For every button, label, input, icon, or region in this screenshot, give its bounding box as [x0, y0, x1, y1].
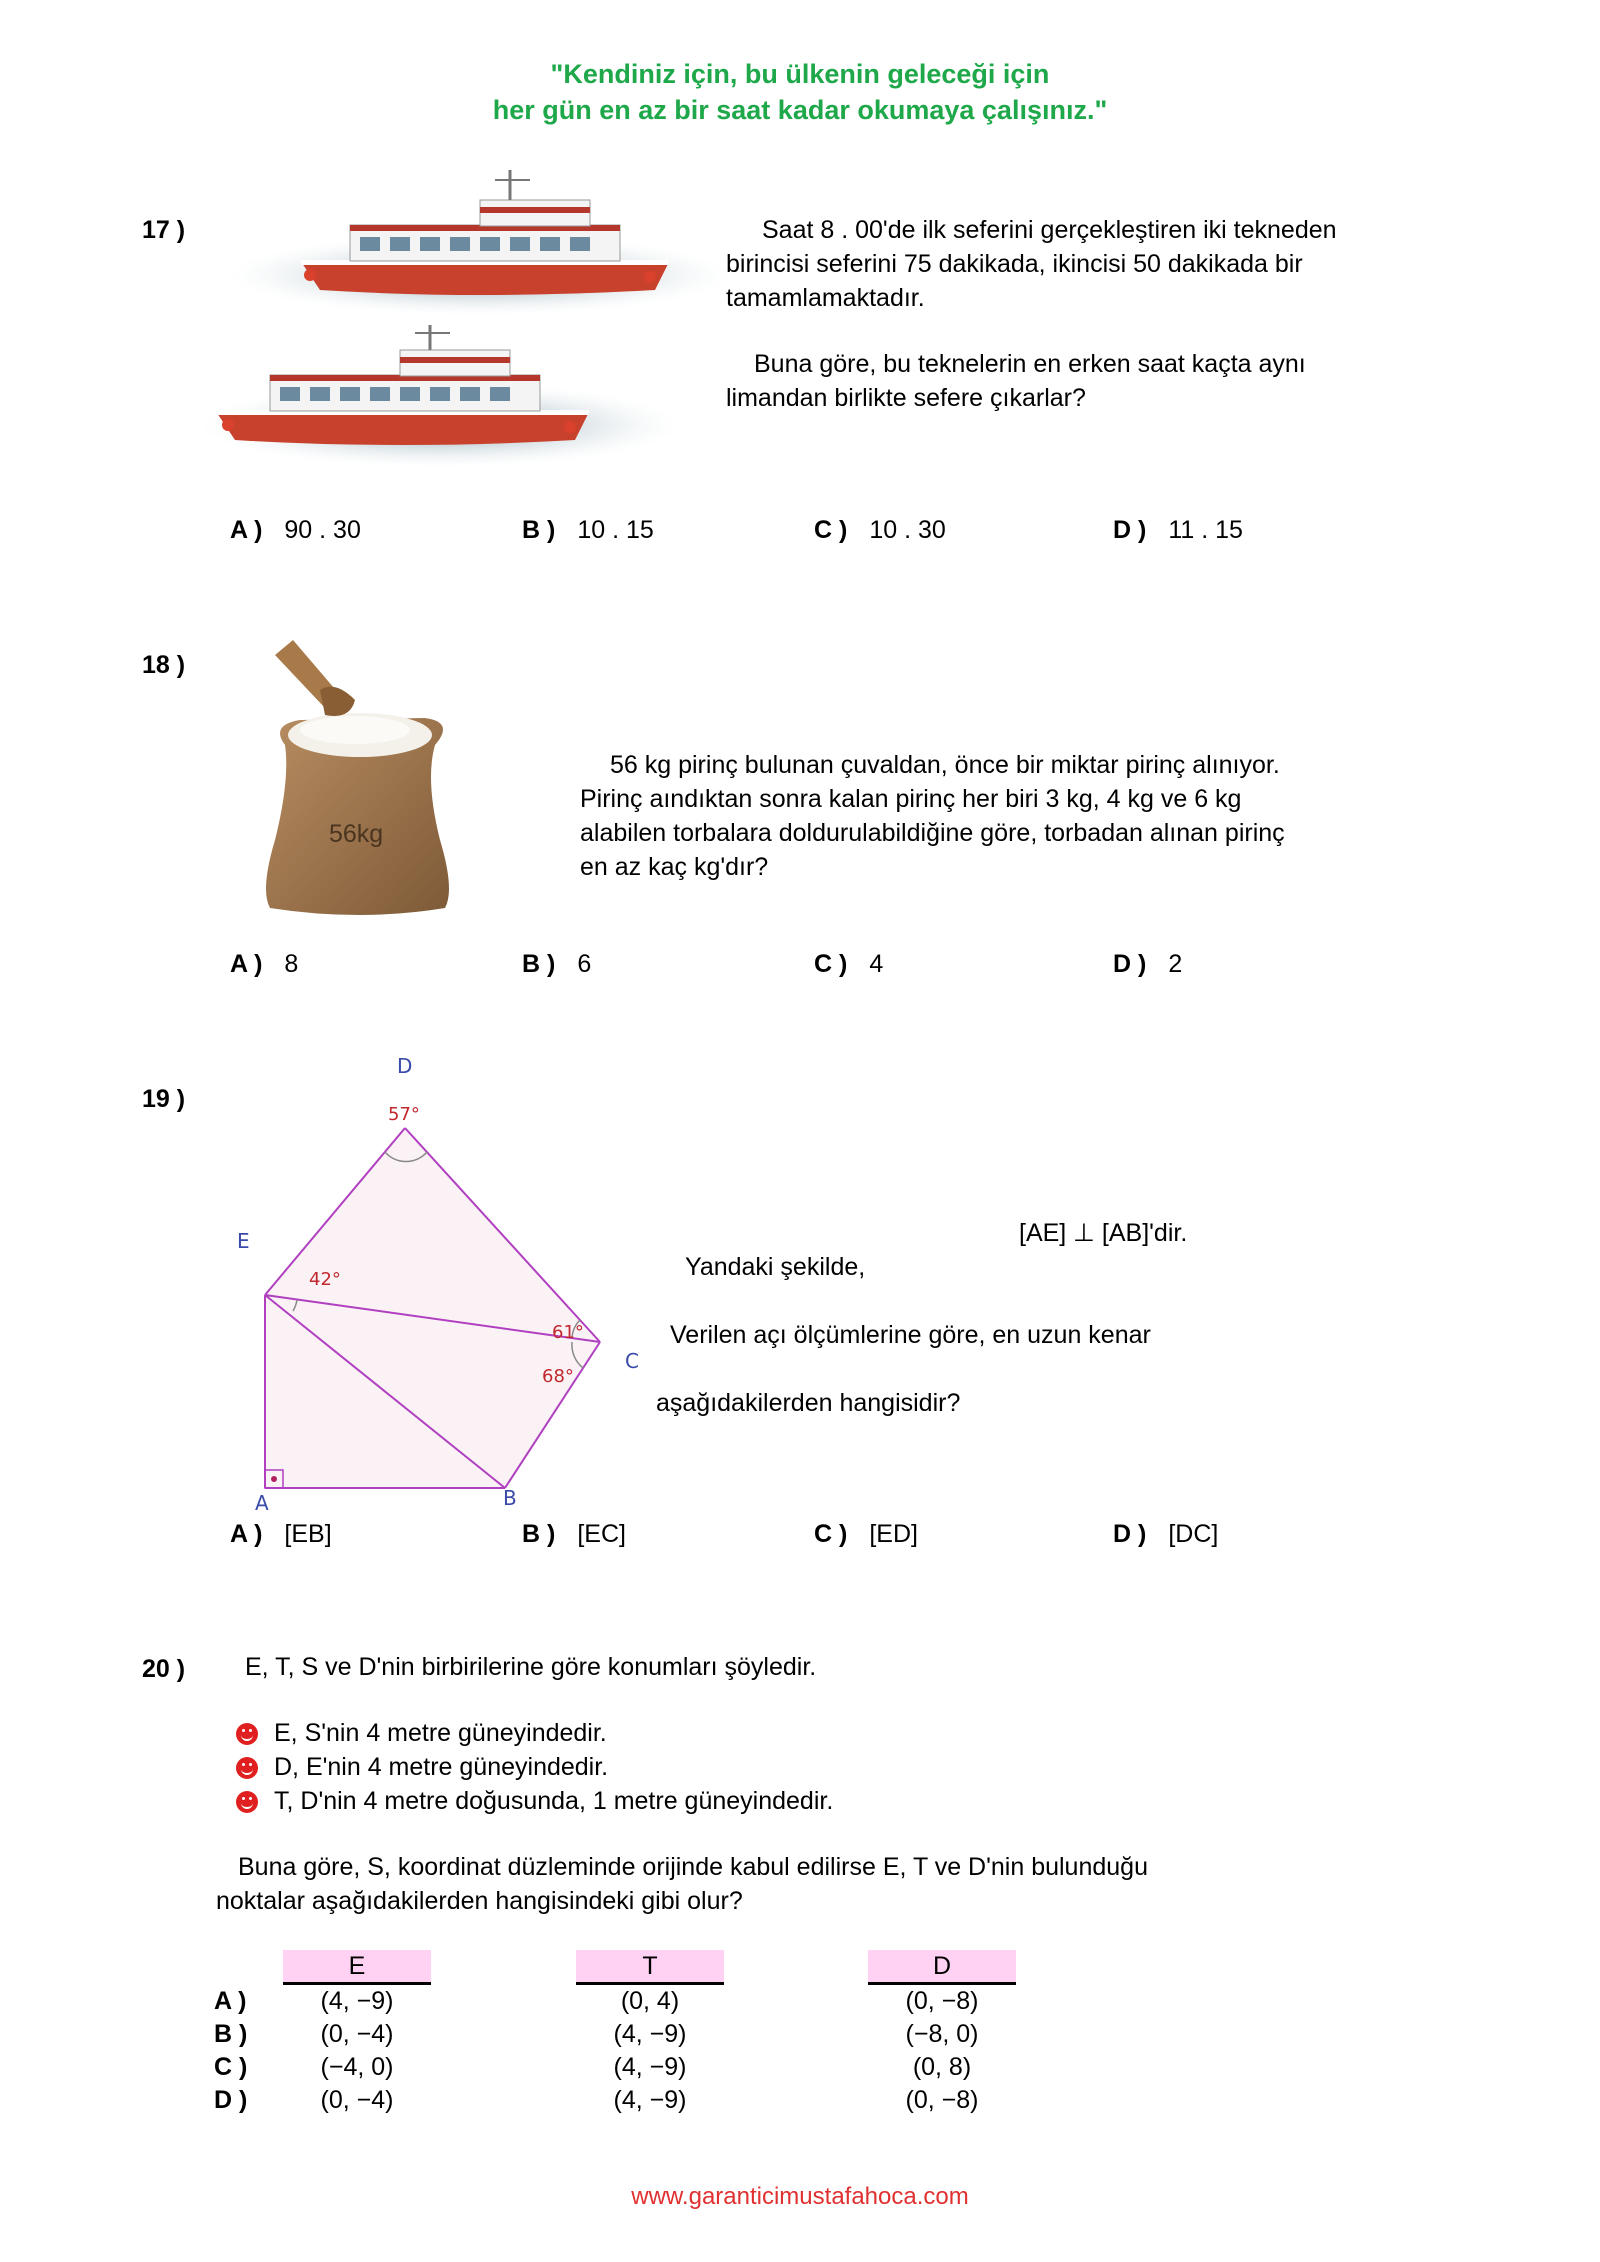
q19-perpendicular-statement: [AE] ⊥ [AB]'dir. — [1019, 1219, 1188, 1247]
q20-bullet-item: D, E'nin 4 metre güneyindedir. — [236, 1750, 833, 1784]
table-header-t: T — [576, 1950, 724, 1985]
q19-option-b[interactable]: B ) [EC] — [522, 1520, 626, 1548]
angle-label-e: 42° — [309, 1269, 341, 1290]
q20-intro: E, T, S ve D'nin birbirilerine göre konumları şöyledir. — [245, 1653, 817, 1681]
q19-line-3: aşağıdakilerden hangisidir? — [656, 1389, 961, 1417]
header-quote-line-1: "Kendiniz için, bu ülkenin geleceği için — [550, 59, 1050, 89]
geometry-figure — [225, 1050, 665, 1515]
smiley-bullet-icon — [236, 1791, 258, 1813]
rice-sack-image — [255, 640, 465, 920]
q19-line-1: Yandaki şekilde, — [685, 1253, 866, 1281]
q17-paragraph-1: Saat 8 . 00'de ilk seferini gerçekleştiren iki tekneden birincisi seferini 75 dakikada, ikincisi 50 dakikada bir tamamlamaktadır. — [726, 216, 1337, 312]
q17-option-a[interactable]: A ) 90 . 30 — [230, 516, 361, 544]
smiley-bullet-icon — [236, 1723, 258, 1745]
sack-weight-label: 56kg — [329, 820, 384, 848]
q17-paragraph-2: Buna göre, bu teknelerin en erken saat kaçta aynı limandan birlikte sefere çıkarlar? — [726, 350, 1306, 412]
q17-option-d[interactable]: D ) 11 . 15 — [1113, 516, 1243, 544]
angle-label-c2: 68° — [542, 1366, 574, 1387]
q18-paragraph: 56 kg pirinç bulunan çuvaldan, önce bir miktar pirinç alınıyor. Pirinç aındıktan sonra kalan pirinç her biri 3 kg, 4 kg ve 6 kg alabilen torbalara doldurulabildiğine göre, torbadan alınan pirinç en az kaç kg'dır? — [580, 751, 1285, 881]
table-header-e: E — [283, 1950, 431, 1985]
vertex-label-c: C — [625, 1349, 639, 1373]
q18-option-c[interactable]: C ) 4 — [814, 950, 884, 978]
question-number-18: 18 ) — [142, 651, 186, 679]
q20-bullet-list — [236, 1716, 833, 1818]
question-number-17: 17 ) — [142, 216, 186, 244]
figure-fill — [265, 1128, 600, 1488]
q19-line-2: Verilen açı ölçümlerine göre, en uzun kenar — [670, 1321, 1151, 1349]
header-quote-line-2: her gün en az bir saat kadar okumaya çalışınız." — [492, 95, 1108, 125]
boats-image — [200, 165, 730, 485]
q17-option-c[interactable]: C ) 10 . 30 — [814, 516, 946, 544]
angle-label-d: 57° — [388, 1104, 420, 1125]
rice-sack-drawing — [255, 640, 465, 920]
q19-option-a[interactable]: A ) [EB] — [230, 1520, 332, 1548]
q20-bullet-item: T, D'nin 4 metre doğusunda, 1 metre güneyindedir. — [236, 1784, 833, 1818]
q20-question: Buna göre, S, koordinat düzleminde orijinde kabul edilirse E, T ve D'nin bulunduğu noktalar aşağıdakilerden hangisindeki gibi olur? — [216, 1853, 1148, 1915]
vertex-label-b: B — [503, 1486, 517, 1510]
q19-option-c[interactable]: C ) [ED] — [814, 1520, 918, 1548]
table-header-d: D — [868, 1950, 1016, 1985]
smiley-bullet-icon — [236, 1757, 258, 1779]
vertex-label-d: D — [397, 1054, 413, 1078]
right-angle-dot — [271, 1476, 277, 1482]
angle-label-c1: 61° — [552, 1322, 584, 1343]
q18-option-d[interactable]: D ) 2 — [1113, 950, 1183, 978]
question-number-19: 19 ) — [142, 1085, 186, 1113]
vertex-label-a: A — [255, 1491, 269, 1515]
q17-option-b[interactable]: B ) 10 . 15 — [522, 516, 654, 544]
q18-option-b[interactable]: B ) 6 — [522, 950, 592, 978]
q18-option-a[interactable]: A ) 8 — [230, 950, 299, 978]
footer-website-link[interactable]: www.garanticimustafahoca.com — [631, 2183, 969, 2210]
q19-option-d[interactable]: D ) [DC] — [1113, 1520, 1219, 1548]
q20-bullet-item: E, S'nin 4 metre güneyindedir. — [236, 1716, 833, 1750]
vertex-label-e: E — [237, 1229, 250, 1253]
question-number-20: 20 ) — [142, 1655, 186, 1683]
